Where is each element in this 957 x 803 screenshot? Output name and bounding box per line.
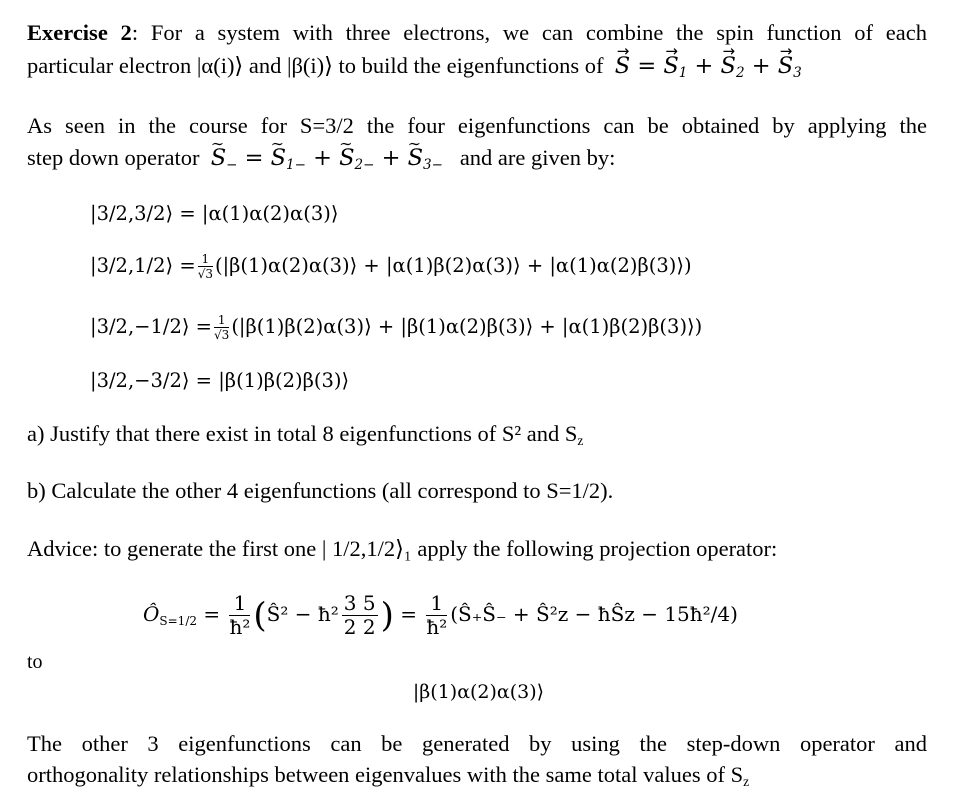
closing-line-2: orthogonality relationships between eigenvalues with the same total values of $S_z$ <box>27 762 750 789</box>
to-label: to <box>27 651 43 673</box>
step-down-math: ∼ $S_-$ = ∼ $S_{1-}$ + ∼ $S_{2-}$ + ∼ $S_{3-}$ <box>211 145 443 171</box>
closing-line-1: The other 3 eigenfunctions can be generated by using the step-down operator and <box>27 731 927 756</box>
eigenfunction-1: |3/2,3/2⟩ = |α(1)α(2)α(3)⟩ <box>90 202 339 225</box>
question-a: a) Justify that there exist in total 8 eigenfunctions of S² and $S_z$ <box>27 421 584 448</box>
eigenfunction-2: |3/2,1/2⟩ = $\frac{1}{√3}$ (|β(1)α(2)α(3)⟩ + |α(1)β(2)α(3)⟩ + |α(1)α(2)β(3)⟩) <box>90 252 692 281</box>
advice-text: Advice: to generate the first one | 1/2,1/2⟩₁ apply the following projection operator: <box>27 536 778 561</box>
course-text-3: and are given by: <box>459 145 616 170</box>
spin-sum-math: → S = → $S_1$ + → $S_2$ + → $S_3$ <box>615 53 802 79</box>
coef-fraction: $\frac{1}{√3}$ <box>197 252 213 281</box>
course-text-2: step down operator <box>27 145 200 170</box>
eigenfunction-4: |3/2,−3/2⟩ = |β(1)β(2)β(3)⟩ <box>90 369 350 392</box>
target-state: |β(1)α(2)α(3)⟩ <box>412 681 545 703</box>
eigenfunction-3: |3/2,−1/2⟩ = $\frac{1}{√3}$ (|β(1)β(2)α(3)⟩ + |β(1)α(2)β(3)⟩ + |α(1)β(2)β(3)⟩) <box>90 313 703 342</box>
course-line-2 <box>27 142 927 181</box>
projection-operator: $Ô_{S=1/2}$ = $\frac{1}{\text{ħ²}}$ (Ŝ² − ħ² $\frac{3 5}{2 2}$ ) = $\frac{1}{\text{ħ²}}$ (Ŝ₊Ŝ₋ + Ŝ²z − ħŜz − 15ħ²/4) <box>143 591 738 639</box>
coef-fraction: $\frac{1}{√3}$ <box>214 313 230 342</box>
question-b: b) Calculate the other 4 eigenfunctions (all correspond to S=1/2). <box>27 478 614 503</box>
course-line-1: As seen in the course for S=3/2 the four eigenfunctions can be obtained by applying the <box>27 113 927 138</box>
exercise-label: Exercise 2 <box>27 20 132 45</box>
intro-line-2 <box>27 50 927 89</box>
intro-text-1: : For a system with three electrons, we can combine the spin function of each <box>131 20 927 45</box>
intro-text-2: particular electron |α(i)⟩ and |β(i)⟩ to build the eigenfunctions of <box>27 53 604 78</box>
